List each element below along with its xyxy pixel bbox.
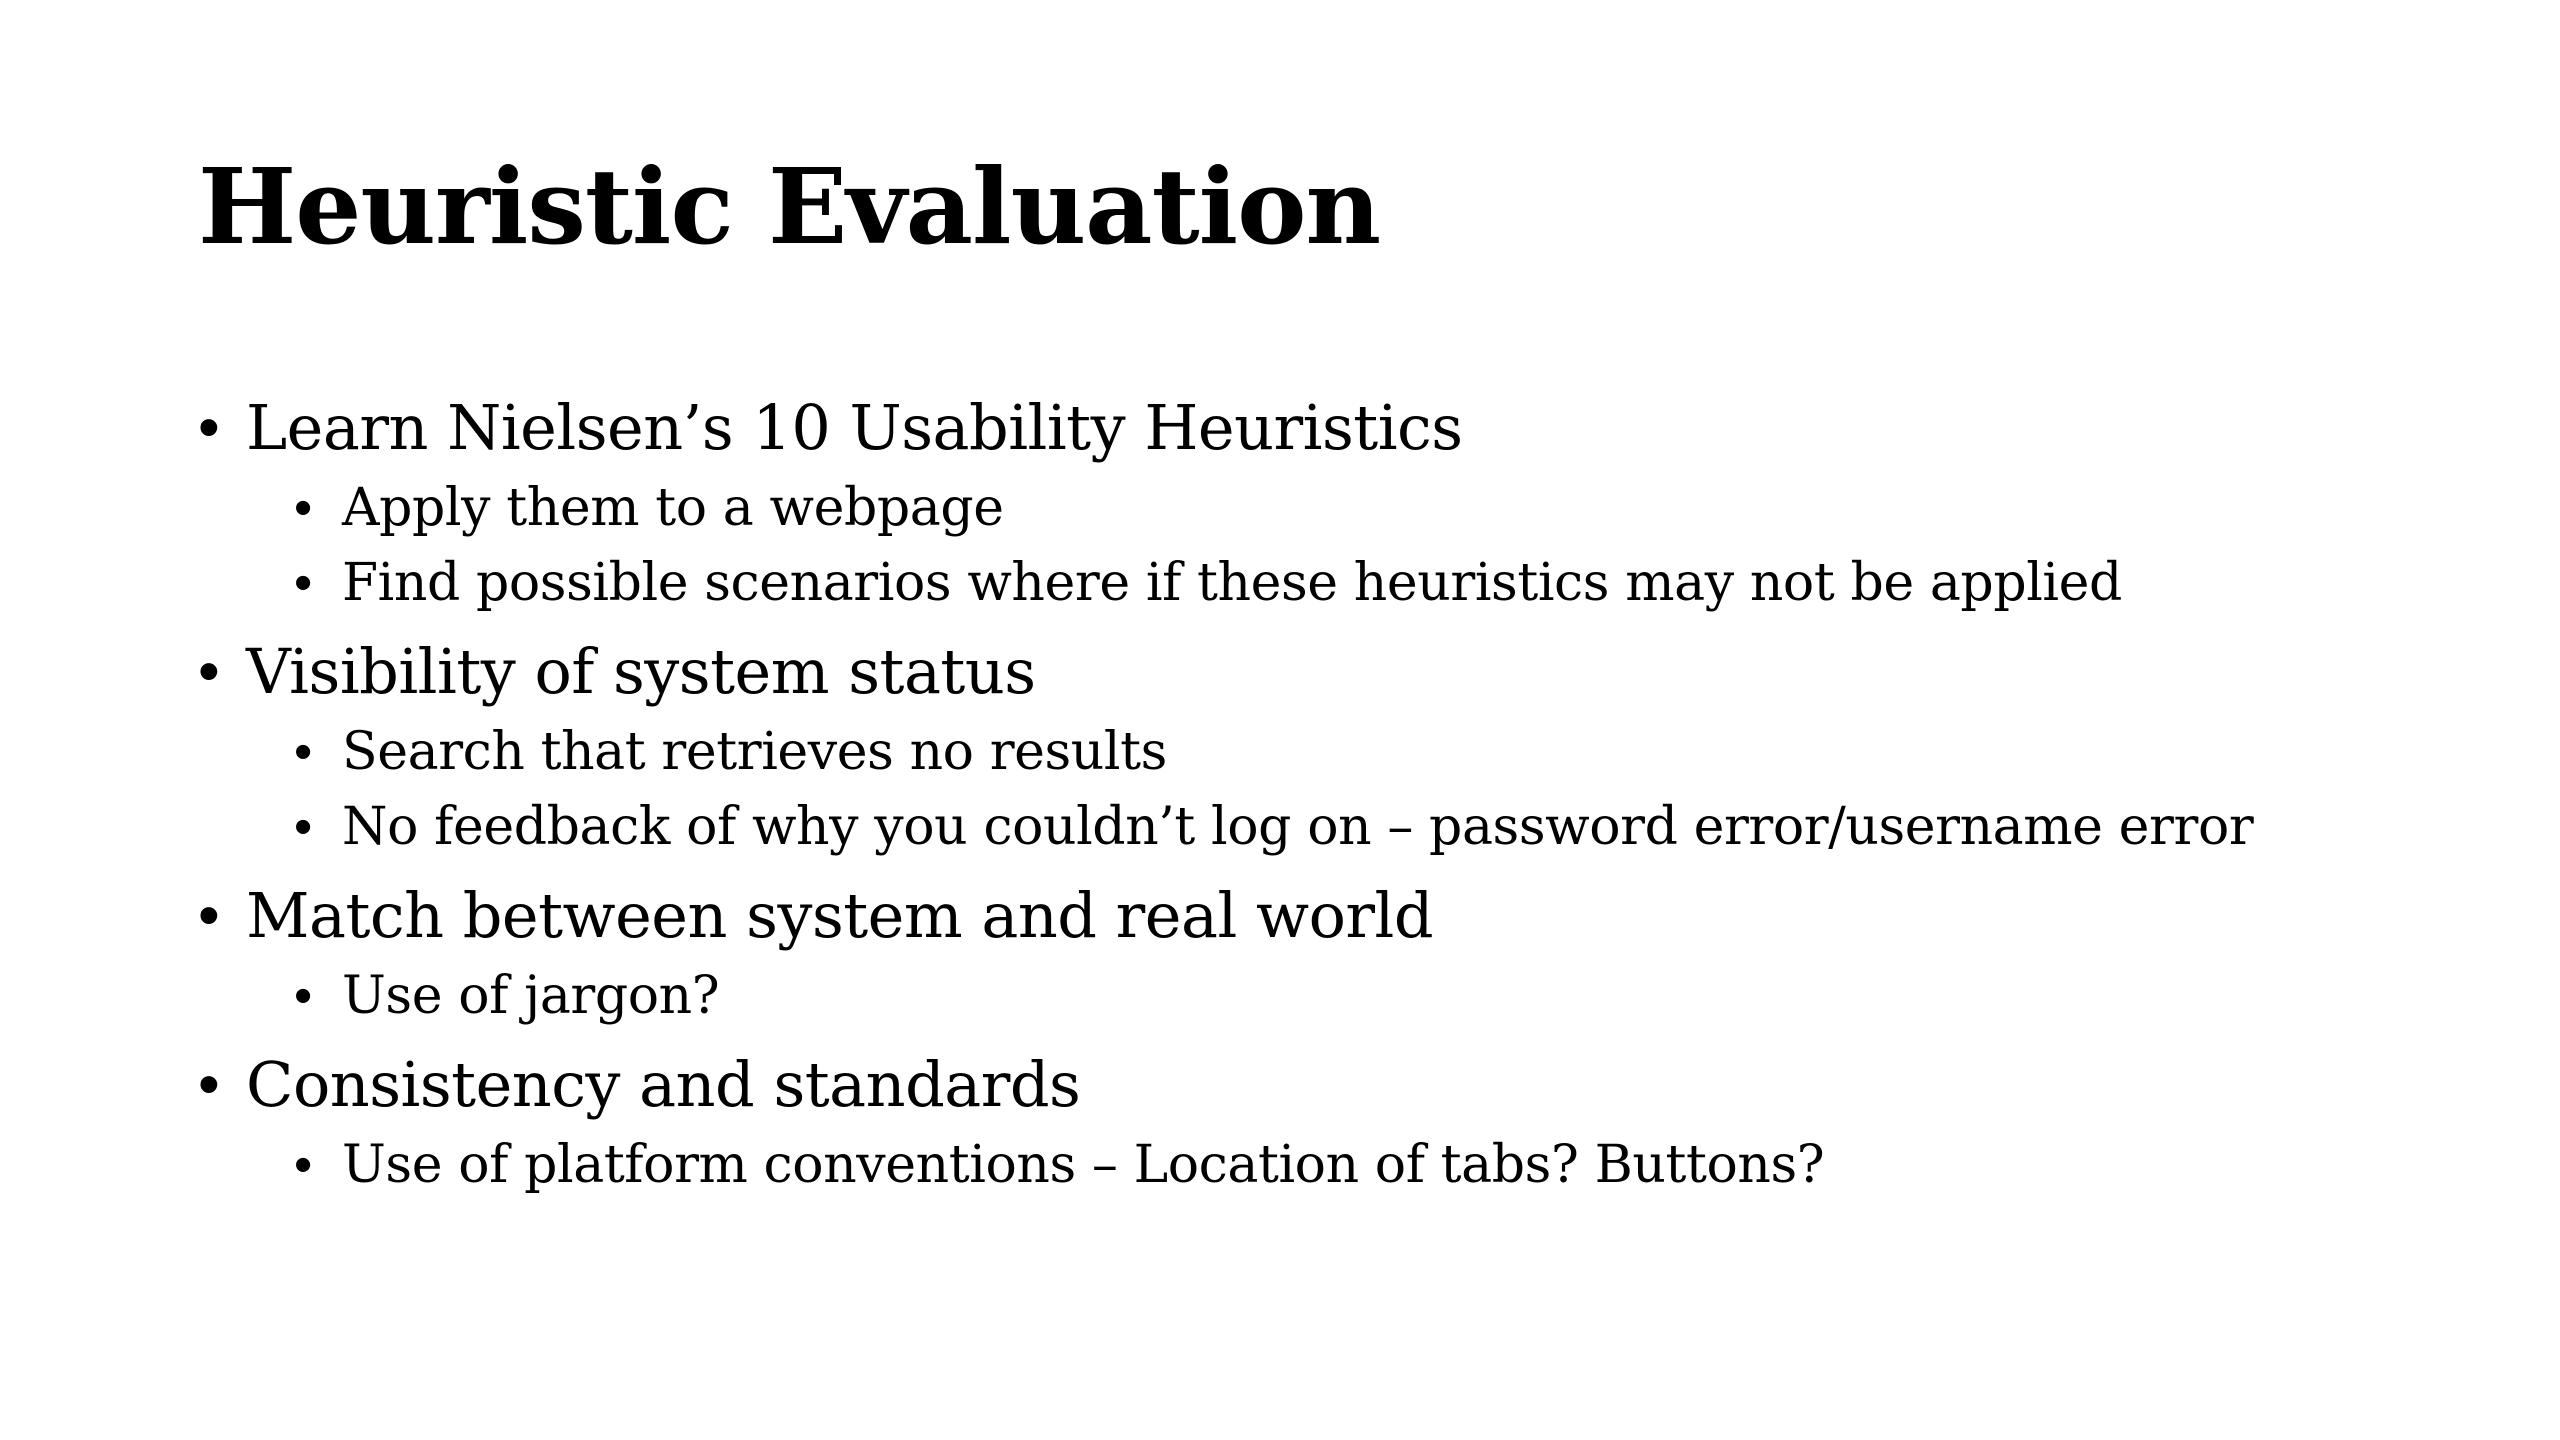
bullet-icon: • — [294, 1136, 312, 1194]
sub-bullet-item — [246, 715, 2498, 790]
bullet-item — [198, 1042, 2498, 1203]
bullet-item — [198, 629, 2498, 865]
sub-bullet-list — [246, 1128, 2498, 1203]
sub-bullet-text: Use of platform conventions – Location of tabs? Buttons? — [342, 1135, 1825, 1195]
bullet-text: Visibility of system status — [246, 635, 1036, 708]
sub-bullet-item — [246, 546, 2498, 621]
sub-bullet-text: Use of jargon? — [342, 966, 720, 1026]
sub-bullet-item — [246, 1128, 2498, 1203]
bullet-item — [198, 385, 2498, 621]
bullet-icon: • — [198, 1050, 220, 1119]
sub-bullet-list — [246, 471, 2498, 621]
bullet-text: Match between system and real world — [246, 879, 1434, 952]
sub-bullet-text: Apply them to a webpage — [342, 478, 1004, 538]
bullet-icon: • — [294, 798, 312, 856]
bullet-text: Consistency and standards — [246, 1048, 1081, 1121]
sub-bullet-text: No feedback of why you couldn’t log on – password error/username error — [342, 797, 2254, 857]
sub-bullet-item — [246, 790, 2498, 865]
sub-bullet-item — [246, 471, 2498, 546]
bullet-icon: • — [294, 479, 312, 537]
slide-title: Heuristic Evaluation — [198, 145, 1381, 268]
bullet-text: Learn Nielsen’s 10 Usability Heuristics — [246, 391, 1463, 464]
bullet-icon: • — [198, 881, 220, 950]
bullet-icon: • — [294, 723, 312, 781]
sub-bullet-text: Find possible scenarios where if these heuristics may not be applied — [342, 553, 2122, 613]
bullet-item — [198, 873, 2498, 1034]
sub-bullet-item — [246, 959, 2498, 1034]
sub-bullet-text: Search that retrieves no results — [342, 722, 1167, 782]
sub-bullet-list — [246, 959, 2498, 1034]
bullet-icon: • — [294, 554, 312, 612]
bullet-icon: • — [294, 967, 312, 1025]
sub-bullet-list — [246, 715, 2498, 865]
bullet-icon: • — [198, 637, 220, 706]
bullet-icon: • — [198, 393, 220, 462]
bullet-list — [198, 385, 2498, 1203]
